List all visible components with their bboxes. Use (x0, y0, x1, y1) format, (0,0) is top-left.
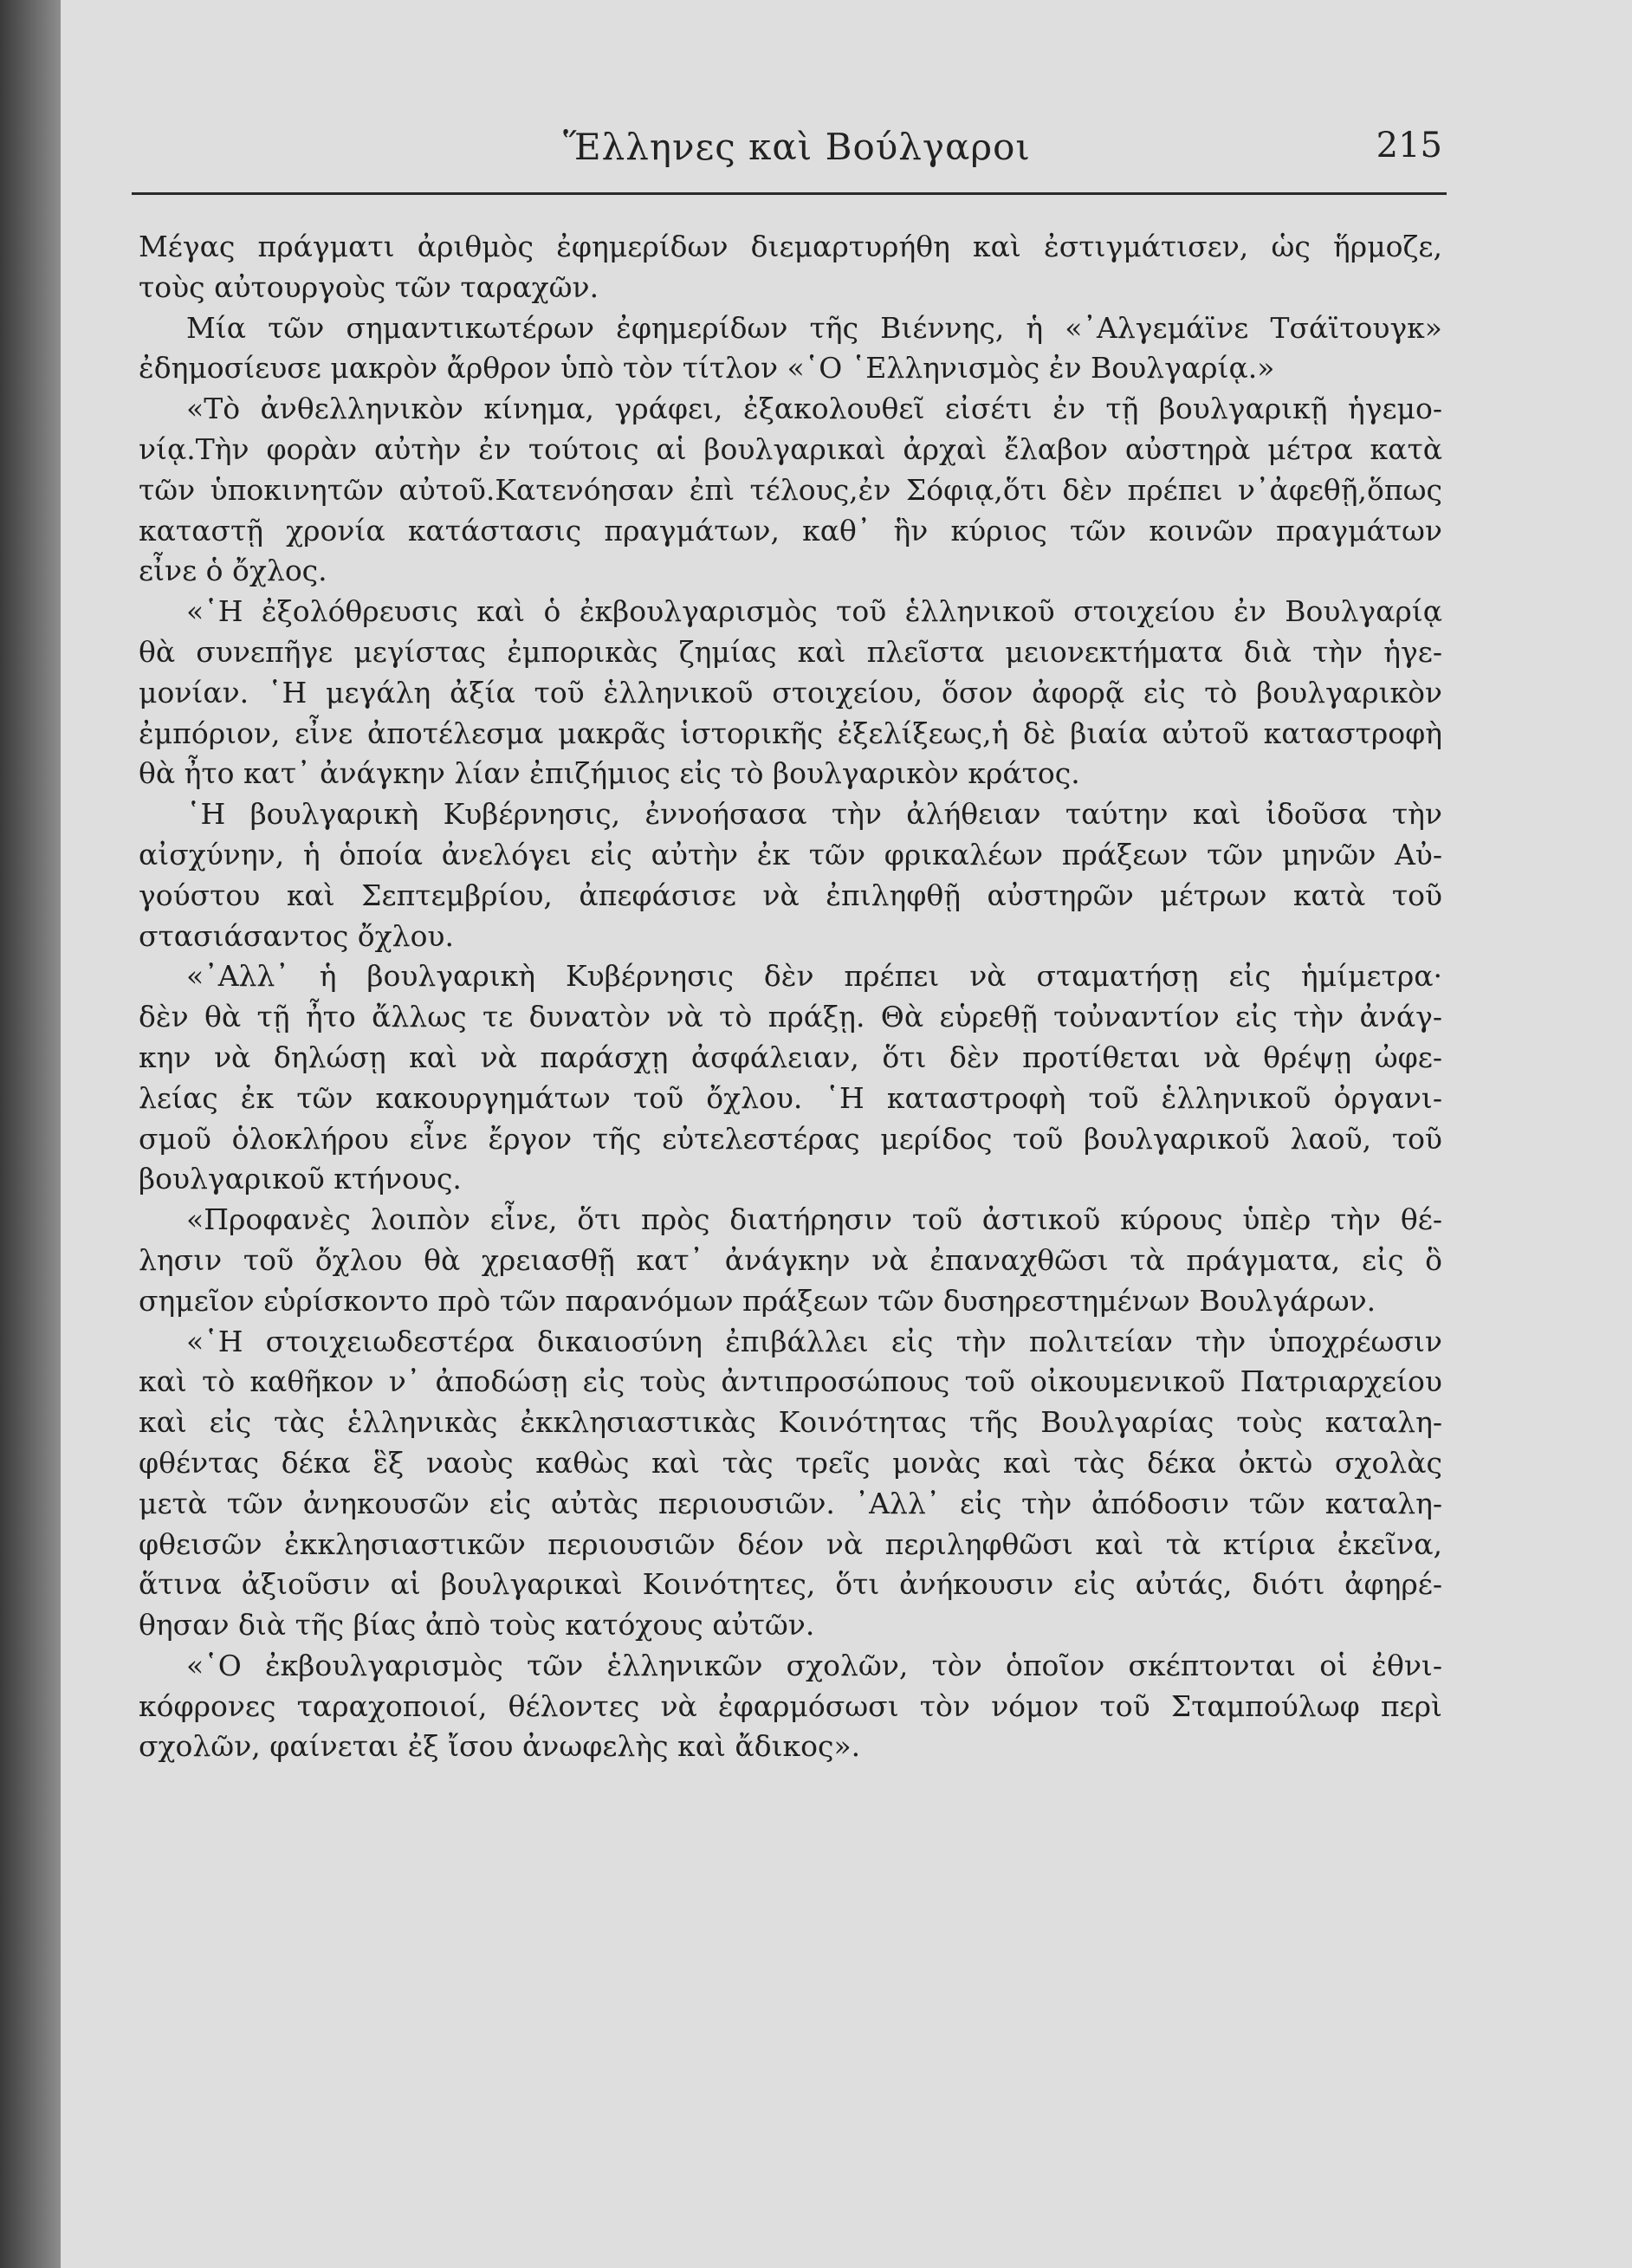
body-text (139, 227, 1442, 1767)
text-line: λησιν τοῦ ὄχλου θὰ χρειασθῇ κατ᾿ ἀνάγκην νὰ ἐπαναχθῶσι τὰ πράγματα, εἰς ὃ (139, 1242, 1442, 1277)
text-line: σμοῦ ὁλοκλήρου εἶνε ἔργον τῆς εὐτελεστέρας μερίδος τοῦ βουλγαρικοῦ λαοῦ, τοῦ (139, 1121, 1442, 1156)
header-rule (132, 192, 1447, 195)
text-line: φθεισῶν ἐκκλησιαστικῶν περιουσιῶν δέον νὰ περιληφθῶσι καὶ τὰ κτίρια ἐκεῖνα, (139, 1526, 1442, 1561)
text-line: κόφρονες ταραχοποιοί, θέλοντες νὰ ἐφαρμόσωσι τὸν νόμον τοῦ Σταμπούλωφ περὶ (139, 1688, 1442, 1723)
text-line: ἐδημοσίευσε μακρὸν ἄρθρον ὑπὸ τὸν τίτλον «῾Ο ῾Ελληνισμὸς ἐν Βουλγαρίᾳ.» (139, 351, 1275, 386)
text-line: σημεῖον εὑρίσκοντο πρὸ τῶν παρανόμων πράξεων τῶν δυσηρεστημένων Βουλγάρων. (139, 1283, 1376, 1318)
text-line: ἐμπόριον, εἶνε ἀποτέλεσμα μακρᾶς ἱστορικῆς ἐξελίξεως,ἡ δὲ βιαία αὐτοῦ καταστροφὴ (139, 716, 1442, 750)
book-binding-shadow (0, 0, 61, 2268)
text-line: καὶ τὸ καθῆκον ν᾿ ἀποδώσῃ εἰς τοὺς ἀντιπροσώπους τοῦ οἰκουμενικοῦ Πατριαρχείου (139, 1364, 1442, 1399)
text-line: καὶ εἰς τὰς ἑλληνικὰς ἐκκλησιαστικὰς Κοινότητας τῆς Βουλγαρίας τοὺς καταλη- (139, 1405, 1442, 1440)
text-line: νίᾳ.Τὴν φορὰν αὐτὴν ἐν τούτοις αἱ βουλγαρικαὶ ἀρχαὶ ἔλαβον αὐστηρὰ μέτρα κατὰ (139, 431, 1442, 466)
page-header (152, 126, 1442, 186)
text-line: ῾Η βουλγαρικὴ Κυβέρνησις, ἐννοήσασα τὴν ἀλήθειαν ταύτην καὶ ἰδοῦσα τὴν (186, 797, 1442, 832)
text-line: «Τὸ ἀνθελληνικὸν κίνημα, γράφει, ἐξακολουθεῖ εἰσέτι ἐν τῇ βουλγαρικῇ ἡγεμο- (186, 392, 1442, 426)
text-line: κην νὰ δηλώσῃ καὶ νὰ παράσχῃ ἀσφάλειαν, ὅτι δὲν προτίθεται νὰ θρέψῃ ὠφε- (139, 1040, 1442, 1074)
text-line: γούστου καὶ Σεπτεμβρίου, ἀπεφάσισε νὰ ἐπιληφθῇ αὐστηρῶν μέτρων κατὰ τοῦ (139, 878, 1442, 912)
text-line: τῶν ὑποκινητῶν αὐτοῦ.Κατενόησαν ἐπὶ τέλους,ἐν Σόφιᾳ,ὅτι δὲν πρέπει ν᾿ἀφεθῇ,ὅπως (139, 472, 1442, 507)
text-line: «᾿Αλλ᾿ ἡ βουλγαρικὴ Κυβέρνησις δὲν πρέπει νὰ σταματήσῃ εἰς ἡμίμετρα· (186, 959, 1442, 994)
running-title: Ἕλληνες καὶ Βούλγαροι (563, 126, 1031, 168)
text-line: θὰ συνεπῆγε μεγίστας ἐμπορικὰς ζημίας καὶ πλεῖστα μειονεκτήματα διὰ τὴν ἡγε- (139, 634, 1442, 669)
text-line: στασιάσαντος ὄχλου. (139, 918, 454, 953)
text-line: Μία τῶν σημαντικωτέρων ἐφημερίδων τῆς Βιέννης, ἡ «᾿Αλγεμάϊνε Τσάϊτουγκ» (186, 310, 1442, 345)
text-line: Μέγας πράγματι ἀριθμὸς ἐφημερίδων διεμαρτυρήθη καὶ ἐστιγμάτισεν, ὡς ἥρμοζε, (139, 230, 1442, 263)
text-line: λείας ἐκ τῶν κακουργημάτων τοῦ ὄχλου. ῾Η καταστροφὴ τοῦ ἑλληνικοῦ ὀργανι- (139, 1080, 1442, 1115)
text-line: «῾Η στοιχειωδεστέρα δικαιοσύνη ἐπιβάλλει εἰς τὴν πολιτείαν τὴν ὑποχρέωσιν (186, 1324, 1442, 1358)
text-line: θησαν διὰ τῆς βίας ἀπὸ τοὺς κατόχους αὐτῶν. (139, 1608, 815, 1643)
text-line: θὰ ἦτο κατ᾿ ἀνάγκην λίαν ἐπιζήμιος εἰς τὸ βουλγαρικὸν κράτος. (139, 756, 1080, 791)
text-line: καταστῇ χρονία κατάστασις πραγμάτων, καθ᾿ ἣν κύριος τῶν κοινῶν πραγμάτων (139, 513, 1442, 548)
text-line: «῾Ο ἐκβουλγαρισμὸς τῶν ἑλληνικῶν σχολῶν, τὸν ὁποῖον σκέπτονται οἱ ἐθνι- (186, 1648, 1442, 1682)
text-line: τοὺς αὐτουργοὺς τῶν ταραχῶν. (139, 269, 599, 304)
text-line: μονίαν. ῾Η μεγάλη ἀξία τοῦ ἑλληνικοῦ στοιχείου, ὅσον ἀφορᾷ εἰς τὸ βουλγαρικὸν (139, 675, 1442, 710)
text-line: εἶνε ὁ ὄχλος. (139, 554, 327, 588)
text-line: σχολῶν, φαίνεται ἐξ ἴσου ἀνωφελὴς καὶ ἄδικος». (139, 1729, 861, 1764)
text-line: φθέντας δέκα ἓξ ναοὺς καθὼς καὶ τὰς τρεῖς μονὰς καὶ τὰς δέκα ὀκτὼ σχολὰς (139, 1445, 1442, 1480)
text-line: «῾Η ἐξολόθρευσις καὶ ὁ ἐκβουλγαρισμὸς τοῦ ἑλληνικοῦ στοιχείου ἐν Βουλγαρίᾳ (186, 594, 1442, 629)
page-number: 215 (1376, 126, 1442, 165)
text-line: αἰσχύνην, ἡ ὁποία ἀνελόγει εἰς αὐτὴν ἐκ τῶν φρικαλέων πράξεων τῶν μηνῶν Αὐ- (139, 837, 1442, 872)
text-line: ἅτινα ἀξιοῦσιν αἱ βουλγαρικαὶ Κοινότητες, ὅτι ἀνήκουσιν εἰς αὐτάς, διότι ἀφηρέ- (139, 1567, 1442, 1602)
text-line: μετὰ τῶν ἀνηκουσῶν εἰς αὐτὰς περιουσιῶν. ᾿Αλλ᾿ εἰς τὴν ἀπόδοσιν τῶν καταλη- (139, 1486, 1442, 1520)
text-line: δὲν θὰ τῇ ἦτο ἄλλως τε δυνατὸν νὰ τὸ πράξῃ. Θὰ εὑρεθῇ τοὐναντίον εἰς τὴν ἀνάγ- (139, 1000, 1442, 1034)
text-line: βουλγαρικοῦ κτήνους. (139, 1162, 462, 1196)
text-line: «Προφανὲς λοιπὸν εἶνε, ὅτι πρὸς διατήρησιν τοῦ ἀστικοῦ κύρους ὑπὲρ τὴν θέ- (186, 1202, 1442, 1237)
